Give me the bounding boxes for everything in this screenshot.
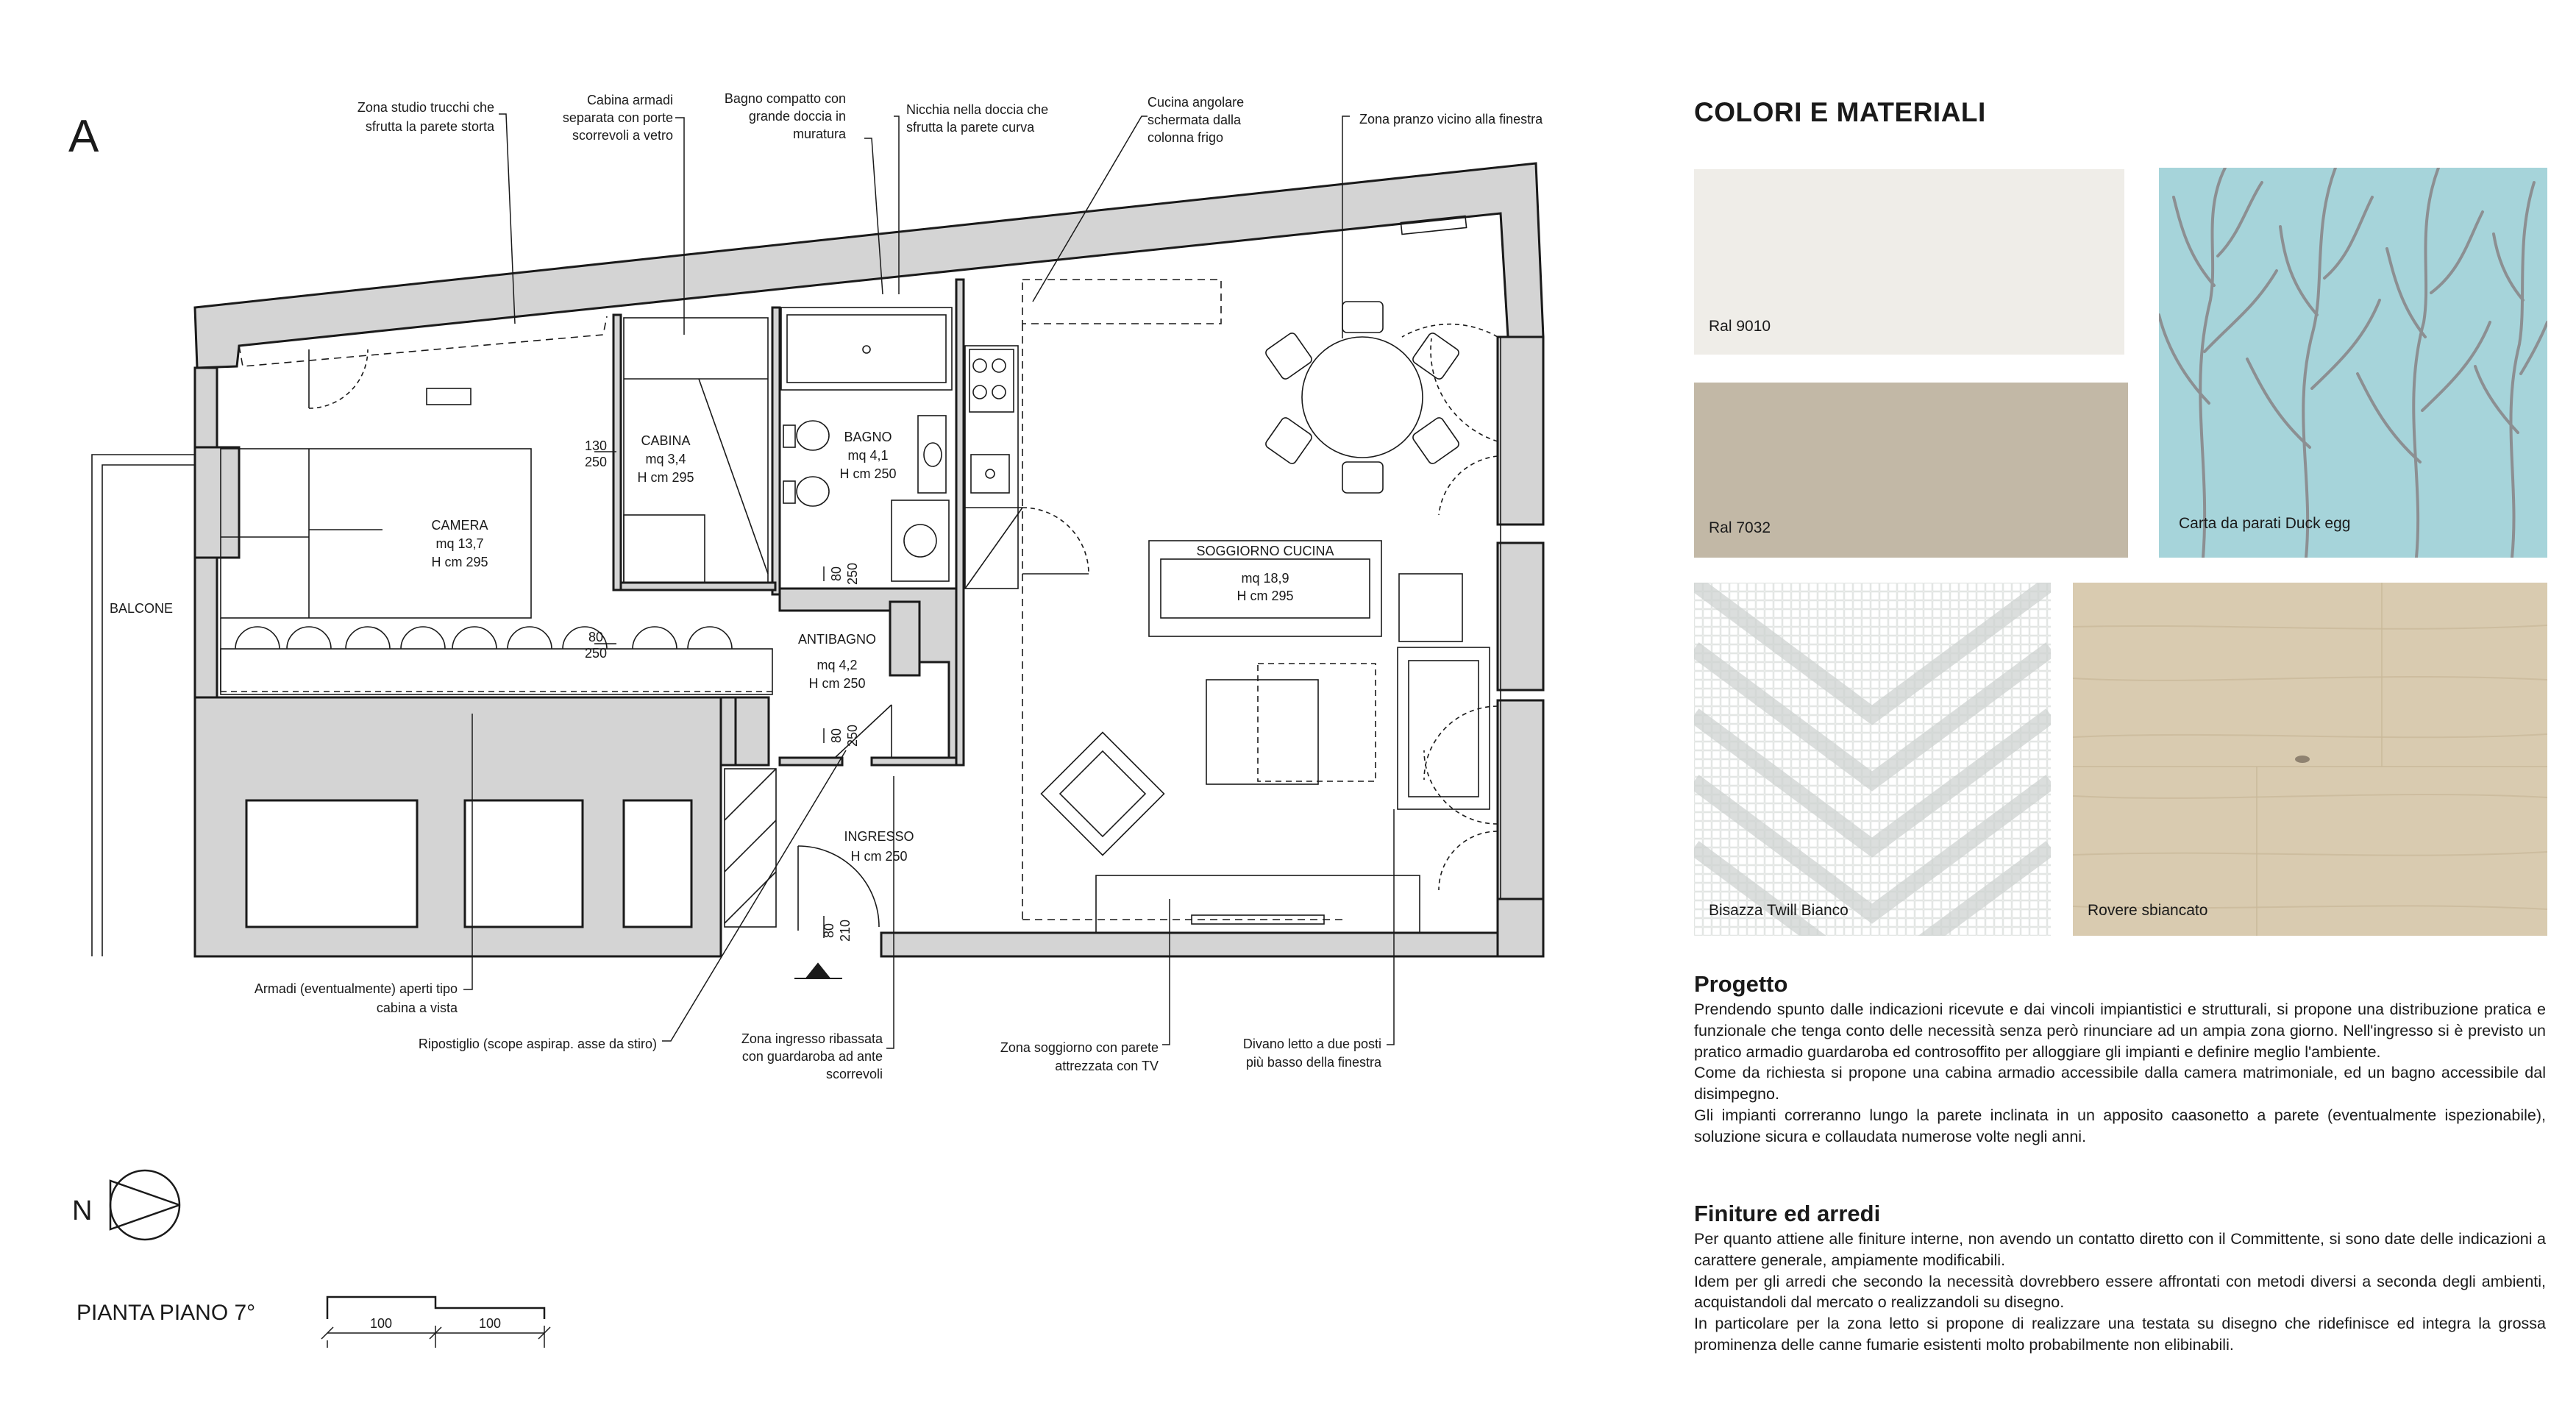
camera-area: mq 13,7	[435, 536, 484, 551]
soggiorno-label: SOGGIORNO CUCINA	[1196, 544, 1334, 558]
swatch-rovere-label: Rovere sbiancato	[2088, 902, 2208, 919]
dim-antibagno-width: 80	[829, 728, 844, 744]
progetto-paragraph: Come da richiesta si propone una cabina armadio accessibile dalla camera matrimoniale, ed un bagno accessibile dal disimpegno.	[1694, 1064, 2546, 1103]
dim-bagno-height: 250	[845, 562, 860, 586]
finiture-text	[1694, 1229, 2546, 1356]
callout-divano-1: Divano letto a due posti	[1242, 1037, 1381, 1051]
callout-cabina-3: scorrevoli a vetro	[572, 128, 673, 143]
finiture-heading: Finiture ed arredi	[1694, 1201, 1881, 1226]
callout-ingresso-3: scorrevoli	[825, 1067, 883, 1081]
callout-armadi-1: Armadi (eventualmente) aperti tipo	[254, 981, 458, 996]
callout-ingresso-2: con guardaroba ad ante	[741, 1049, 883, 1064]
dim-antibagno-height: 250	[845, 724, 860, 747]
dim-cabina-width: 130	[584, 438, 608, 453]
callout-cabina-2: separata con porte	[562, 110, 673, 125]
cabina-height: H cm 295	[637, 470, 694, 485]
callout-nicchia-2: sfrutta la parete curva	[906, 120, 1035, 135]
soggiorno-area: mq 18,9	[1241, 571, 1289, 586]
swatch-bisazza-label: Bisazza Twill Bianco	[1709, 902, 1849, 919]
progetto-paragraph: Gli impianti correranno lungo la parete inclinata in un apposito caasonetto a parete (eventualmente ispezionabile), soluzione sicura e collaudata numerose volte negli anni.	[1694, 1106, 2546, 1145]
progetto-text	[1694, 999, 2546, 1148]
antibagno-label: ANTIBAGNO	[797, 632, 877, 647]
finiture-paragraph: In particolare per la zona letto si propone di realizzare una testata su disegno che ridefinisce ed integra la grossa prominenza delle canne fumarie esistenti molto probabilmente non elibinabili.	[1694, 1315, 2546, 1354]
materials-title: COLORI E MATERIALI	[1694, 97, 1986, 127]
antibagno-height: H cm 250	[808, 676, 866, 691]
camera-height: H cm 295	[431, 555, 488, 569]
swatch-rovere-oak	[2073, 583, 2547, 936]
callout-bagno-2: grande doccia in	[748, 109, 846, 124]
plan-letter: A	[68, 111, 99, 162]
swatch-ral-9010-label: Ral 9010	[1709, 318, 1771, 335]
dim-camera-width: 80	[588, 630, 604, 644]
balcone-label: BALCONE	[109, 601, 174, 616]
scale-label-2: 100	[478, 1316, 502, 1331]
plan-title: PIANTA PIANO 7°	[77, 1301, 256, 1325]
callout-armadi-2: cabina a vista	[376, 1001, 458, 1015]
bagno-label: BAGNO	[844, 430, 892, 444]
callout-nicchia-1: Nicchia nella doccia che	[906, 102, 1049, 117]
callout-studio-1: Zona studio trucchi che	[357, 100, 494, 115]
callout-ingresso-1: Zona ingresso ribassata	[741, 1031, 883, 1046]
swatch-duck-egg-wallpaper	[2159, 168, 2547, 558]
swatch-bisazza-mosaic	[1694, 583, 2051, 936]
callout-cabina-1: Cabina armadi	[586, 93, 673, 107]
camera-label: CAMERA	[431, 518, 488, 533]
callout-cucina-2: schermata dalla	[1148, 113, 1242, 127]
callout-ripostiglio: Ripostiglio (scope aspirap. asse da stiro)	[418, 1037, 657, 1051]
entry-arrow-icon	[794, 964, 842, 978]
soggiorno-height: H cm 295	[1237, 589, 1294, 603]
callout-divano-2: più basso della finestra	[1245, 1055, 1381, 1070]
callout-bagno-1: Bagno compatto con	[724, 91, 846, 106]
dim-cabina-height: 250	[584, 455, 608, 469]
callout-cucina-1: Cucina angolare	[1148, 95, 1245, 110]
antibagno-area: mq 4,2	[816, 658, 858, 672]
callout-studio-2: sfrutta la parete storta	[365, 119, 494, 134]
callout-soggiorno-1: Zona soggiorno con parete	[1000, 1040, 1159, 1055]
partitions	[613, 280, 964, 765]
progetto-paragraph: Prendendo spunto dalle indicazioni ricevute e dai vincoli impiantistici e strutturali, si propone una distribuzione pratica e funzionale che tenga conto delle necessità senza però rinunciare ad un ampia zona giorno. Nell'ingresso si è previsto un pratico armadio guardaroba ed controsoffito per alloggiare gli impianti e definire meglio l'ambiente.	[1694, 1001, 2546, 1061]
bagno-area: mq 4,1	[847, 448, 889, 463]
callout-cucina-3: colonna frigo	[1148, 130, 1224, 145]
finiture-paragraph: Per quanto attiene alle finiture interne, non avendo un contatto diretto con il Committente, si sono date delle indicazioni a carattere generale, ampiamente modificabili.	[1694, 1230, 2546, 1269]
cabina-label: CABINA	[641, 433, 691, 448]
callout-soggiorno-2: attrezzata con TV	[1055, 1059, 1159, 1073]
dim-ingresso-height: 210	[838, 919, 853, 942]
swatch-ral-7032-label: Ral 7032	[1709, 519, 1771, 536]
dim-ingresso-width: 80	[822, 923, 836, 939]
callout-bagno-3: muratura	[792, 127, 846, 141]
ingresso-label: INGRESSO	[844, 829, 914, 844]
wall-niches	[246, 800, 691, 927]
scale-label-1: 100	[369, 1316, 393, 1331]
dim-camera-height: 250	[584, 646, 608, 661]
ingresso-height: H cm 250	[850, 849, 908, 864]
finiture-paragraph: Idem per gli arredi che secondo la necessità dovrebbero essere affrontati con metodi diversi a seconda degli ambienti, acquistandoli dal mercato o realizzandoli su disegno.	[1694, 1272, 2546, 1312]
callout-pranzo: Zona pranzo vicino alla finestra	[1359, 112, 1543, 127]
swatch-duck-egg-label: Carta da parati Duck egg	[2179, 515, 2351, 532]
bagno-height: H cm 250	[839, 466, 897, 481]
progetto-heading: Progetto	[1694, 971, 1788, 997]
cabina-area: mq 3,4	[645, 452, 686, 466]
scale-bar	[321, 1297, 550, 1348]
north-label: N	[72, 1195, 93, 1226]
north-arrow-icon	[110, 1170, 179, 1240]
dim-bagno-width: 80	[829, 566, 844, 582]
